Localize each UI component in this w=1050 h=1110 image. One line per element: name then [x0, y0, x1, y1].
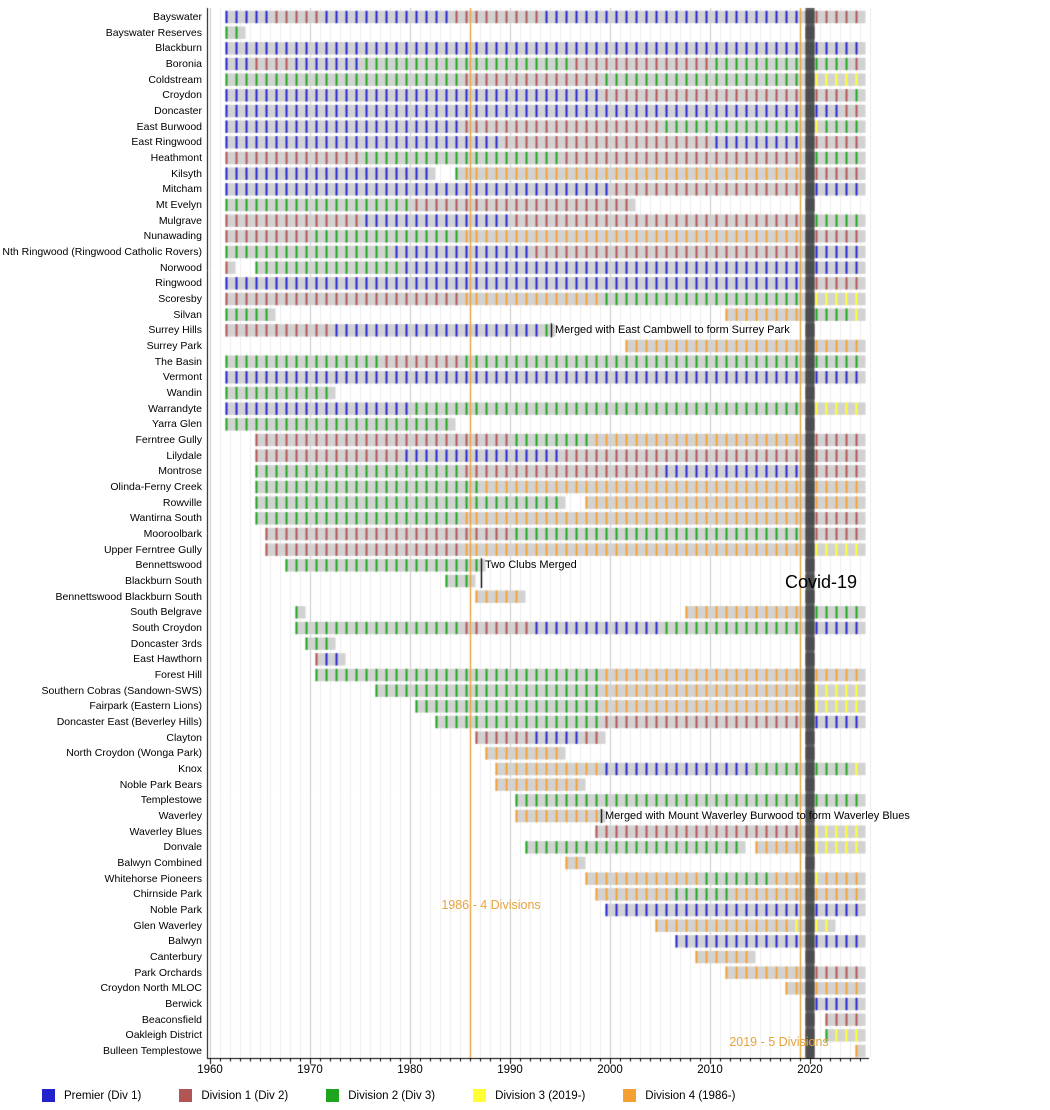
x-axis-tick-label: 2000 [597, 1064, 623, 1076]
legend-swatch-division-4 [623, 1089, 636, 1102]
legend-swatch-division-3 [473, 1089, 486, 1102]
legend-label-division-1: Division 1 (Div 2) [201, 1089, 289, 1102]
club-label: Balwyn [168, 935, 202, 948]
club-label: Park Orchards [134, 966, 202, 979]
club-label: Ferntree Gully [135, 434, 202, 446]
x-axis-tick-label: 2010 [697, 1064, 723, 1076]
legend-item-division-1 [179, 1089, 288, 1102]
x-axis-tick-label: 1990 [497, 1064, 523, 1076]
legend-label-division-4: Division 4 (1986-) [645, 1089, 736, 1102]
club-label: The Basin [154, 355, 202, 368]
club-label: Mt Evelyn [155, 199, 202, 211]
club-label: Clayton [166, 731, 202, 744]
legend-item-premier [42, 1089, 141, 1102]
club-label: Doncaster East (Beverley Hills) [56, 716, 202, 728]
club-label: Surrey Park [146, 340, 202, 352]
club-label: Surrey Hills [148, 324, 202, 337]
club-label: Wandin [166, 387, 202, 399]
club-label: Fairpark (Eastern Lions) [89, 700, 202, 713]
club-label: Balwyn Combined [117, 857, 202, 870]
club-label: North Croydon (Wonga Park) [66, 747, 202, 760]
club-label: South Belgrave [130, 606, 202, 619]
club-label: Nunawading [143, 230, 202, 243]
club-label: Blackburn [155, 42, 202, 55]
club-label: Oakleigh District [125, 1029, 202, 1042]
club-label: Mulgrave [158, 214, 202, 227]
legend-label-premier: Premier (Div 1) [64, 1089, 142, 1102]
merge-annotation: Merged with East Cambwell to form Surrey Park [555, 324, 790, 337]
legend-item-division-4 [623, 1089, 735, 1102]
club-label: Mitcham [162, 183, 202, 196]
club-label: Bayswater [152, 11, 202, 23]
club-label: Croydon [162, 89, 202, 102]
club-label: Olinda-Ferny Creek [110, 481, 202, 493]
legend-label-division-2: Division 2 (Div 3) [348, 1089, 436, 1102]
club-label: Forest Hill [154, 669, 202, 681]
legend-swatch-premier [42, 1089, 55, 1102]
club-label: Doncaster [154, 105, 202, 117]
club-label: Upper Ferntree Gully [103, 543, 202, 556]
x-axis-tick-label: 1960 [197, 1064, 223, 1076]
club-label: Yarra Glen [152, 418, 202, 431]
club-label: Warrandyte [148, 402, 202, 415]
x-axis-tick-label: 1970 [297, 1064, 323, 1076]
club-label: Rowville [162, 496, 202, 509]
club-label: Chirnside Park [133, 888, 202, 901]
club-label: Croydon North MLOC [100, 982, 202, 995]
club-label: Heathmont [150, 152, 202, 164]
club-label: Templestowe [140, 794, 202, 807]
club-label: Glen Waverley [133, 919, 202, 932]
merge-annotation: Merged with Mount Waverley Burwood to form Waverley Blues [605, 810, 910, 823]
club-label: Coldstream [148, 73, 202, 86]
club-label: Noble Park [150, 904, 202, 917]
club-label: Bennettswood [135, 559, 202, 572]
club-label: Silvan [173, 308, 202, 321]
club-label: Vermont [162, 371, 202, 384]
club-label: East Burwood [136, 120, 202, 133]
club-label: Kilsyth [171, 167, 202, 180]
club-label: Donvale [163, 841, 202, 854]
merge-annotation: Two Clubs Merged [485, 559, 577, 572]
x-axis-tick-label: 1980 [397, 1064, 423, 1076]
club-label: East Ringwood [131, 136, 202, 149]
club-label: Waverley [158, 810, 202, 823]
club-label: Scoresby [158, 293, 202, 305]
club-label: East Hawthorn [133, 653, 202, 666]
club-label: Bennettswood Blackburn South [55, 590, 202, 603]
club-label: Nth Ringwood (Ringwood Catholic Rovers) [2, 246, 202, 258]
club-label: Canterbury [150, 951, 202, 964]
club-label: Noble Park Bears [119, 778, 202, 791]
club-label: Berwick [165, 998, 202, 1011]
x-axis-tick-label: 2020 [797, 1064, 823, 1076]
club-label: Southern Cobras (Sandown-SWS) [41, 684, 202, 697]
legend-item-division-2 [326, 1089, 435, 1102]
club-label: Bulleen Templestowe [102, 1045, 202, 1058]
club-label: South Croydon [131, 622, 202, 634]
legend-item-division-3 [473, 1089, 585, 1102]
club-label: Knox [178, 763, 202, 776]
club-label: Doncaster 3rds [130, 637, 202, 650]
era-annotation: 2019 - 5 Divisions [729, 1035, 829, 1049]
legend [42, 1089, 735, 1102]
legend-swatch-division-1 [179, 1089, 192, 1102]
covid-annotation: Covid-19 [785, 572, 858, 592]
legend-label-division-3: Division 3 (2019-) [495, 1089, 586, 1102]
club-label: Norwood [159, 261, 202, 274]
club-label: Mooroolbark [143, 528, 202, 540]
club-label: Bayswater Reserves [105, 26, 202, 39]
club-label: Montrose [158, 465, 202, 478]
club-label: Waverley Blues [129, 825, 202, 838]
club-label: Lilydale [166, 449, 202, 462]
club-label: Wantirna South [130, 512, 202, 525]
club-label: Boronia [165, 58, 202, 70]
legend-swatch-division-2 [326, 1089, 339, 1102]
club-label: Ringwood [155, 277, 202, 290]
club-label: Whitehorse Pioneers [104, 872, 202, 885]
club-label: Beaconsfield [141, 1013, 202, 1026]
club-label: Blackburn South [124, 575, 202, 587]
era-annotation: 1986 - 4 Divisions [441, 898, 541, 912]
